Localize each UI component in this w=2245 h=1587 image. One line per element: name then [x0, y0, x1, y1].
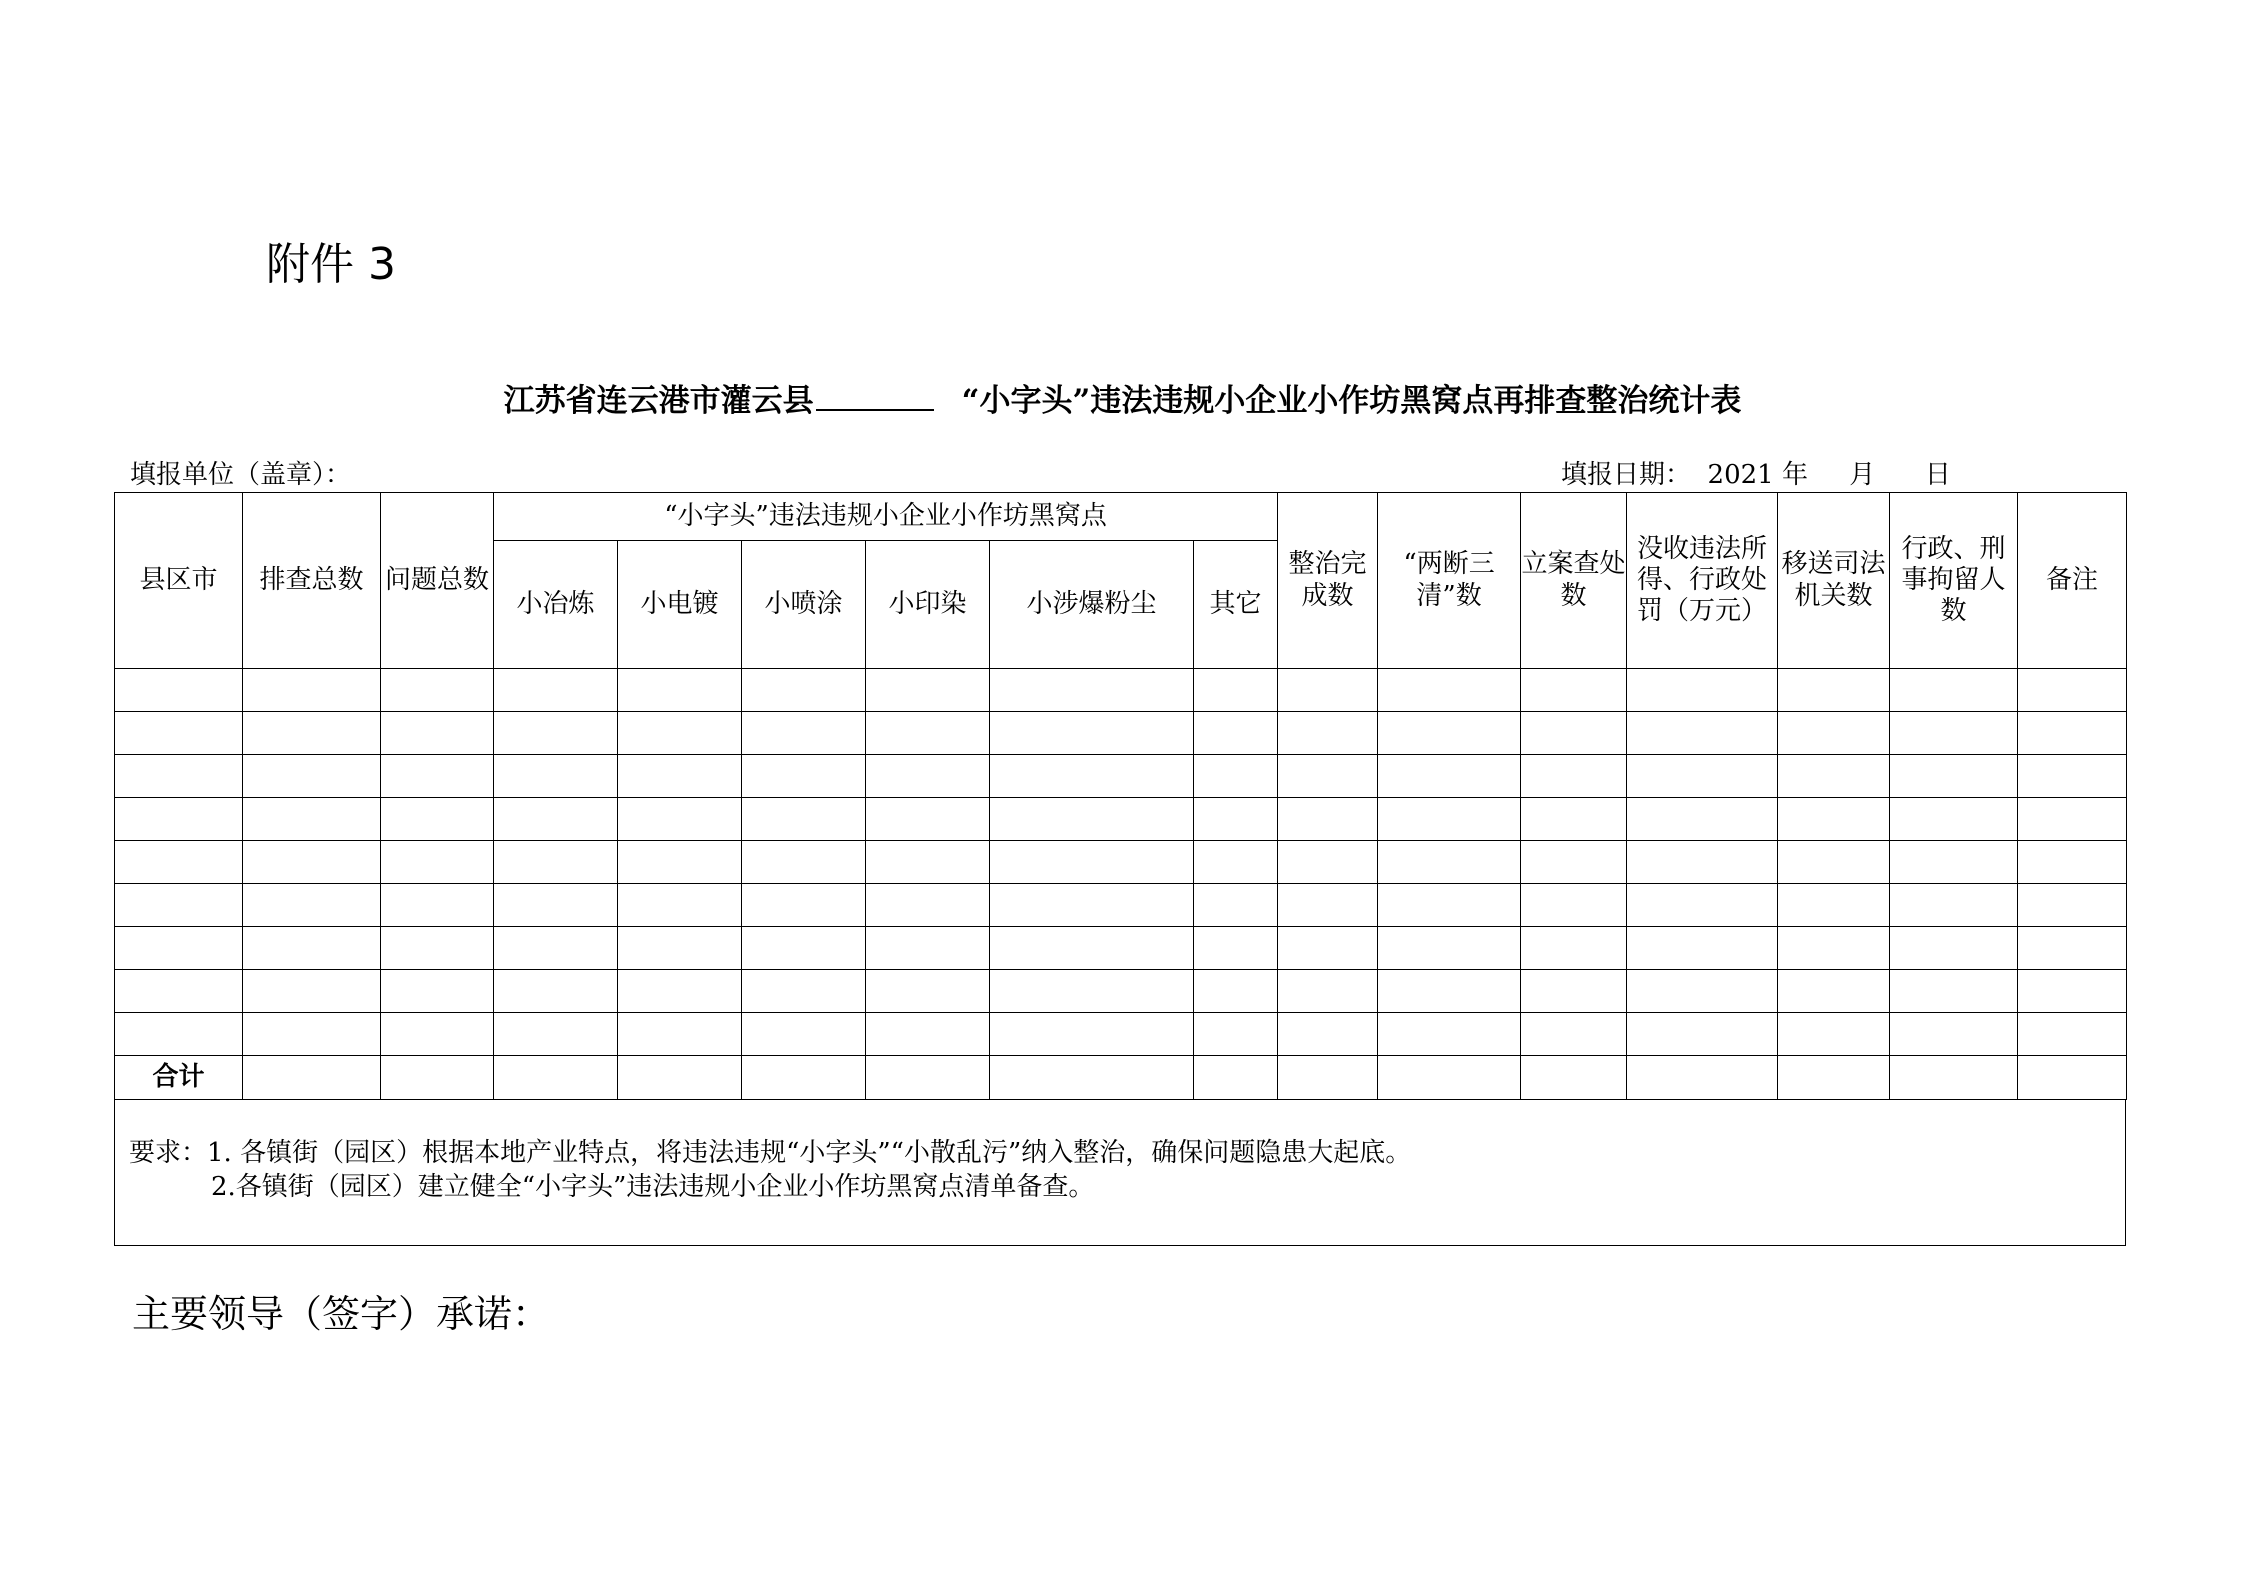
table-cell[interactable] — [1778, 841, 1890, 884]
header-remarks: 备注 — [2018, 493, 2127, 669]
table-cell[interactable] — [618, 970, 742, 1013]
table-cell[interactable] — [494, 841, 618, 884]
total-cell[interactable] — [1194, 1056, 1278, 1100]
table-cell[interactable] — [1378, 841, 1521, 884]
table-cell[interactable] — [618, 712, 742, 755]
table-cell[interactable] — [243, 755, 381, 798]
table-cell[interactable] — [742, 1013, 866, 1056]
table-cell[interactable] — [1890, 712, 2018, 755]
table-cell[interactable] — [618, 798, 742, 841]
table-cell[interactable] — [1778, 669, 1890, 712]
table-cell[interactable] — [1521, 1013, 1627, 1056]
header-small-smelting: 小冶炼 — [494, 541, 618, 669]
table-cell[interactable] — [1890, 841, 2018, 884]
header-judicial-transfer: 移送司法机关数 — [1778, 493, 1890, 669]
table-cell[interactable] — [866, 1013, 990, 1056]
table-cell[interactable] — [115, 927, 243, 970]
table-cell[interactable] — [115, 841, 243, 884]
header-county: 县区市 — [115, 493, 243, 669]
table-cell[interactable] — [990, 755, 1194, 798]
table-cell[interactable] — [866, 841, 990, 884]
table-cell[interactable] — [1627, 927, 1778, 970]
total-cell[interactable] — [1778, 1056, 1890, 1100]
table-cell[interactable] — [1194, 755, 1278, 798]
table-cell[interactable] — [1890, 798, 2018, 841]
total-cell[interactable] — [1890, 1056, 2018, 1100]
table-row — [115, 1013, 2127, 1056]
title-blank-line — [816, 379, 934, 411]
table-cell[interactable] — [381, 970, 494, 1013]
table-cell[interactable] — [2018, 669, 2127, 712]
table-cell[interactable] — [115, 712, 243, 755]
table-cell[interactable] — [2018, 927, 2127, 970]
table-cell[interactable] — [742, 927, 866, 970]
table-cell[interactable] — [381, 755, 494, 798]
table-cell[interactable] — [1521, 755, 1627, 798]
table-cell[interactable] — [243, 970, 381, 1013]
total-cell[interactable] — [866, 1056, 990, 1100]
table-cell[interactable] — [1890, 970, 2018, 1013]
header-other: 其它 — [1194, 541, 1278, 669]
table-row — [115, 841, 2127, 884]
table-cell[interactable] — [1378, 927, 1521, 970]
table-cell[interactable] — [494, 755, 618, 798]
table-cell[interactable] — [1278, 712, 1378, 755]
table-cell[interactable] — [742, 755, 866, 798]
table-cell[interactable] — [1778, 884, 1890, 927]
table-cell[interactable] — [115, 884, 243, 927]
table-cell[interactable] — [381, 1013, 494, 1056]
table-cell[interactable] — [381, 798, 494, 841]
table-cell[interactable] — [1890, 755, 2018, 798]
table-cell[interactable] — [866, 712, 990, 755]
table-cell[interactable] — [1278, 884, 1378, 927]
table-cell[interactable] — [1378, 712, 1521, 755]
table-cell[interactable] — [742, 712, 866, 755]
table-cell[interactable] — [1378, 669, 1521, 712]
total-cell[interactable] — [990, 1056, 1194, 1100]
table-cell[interactable] — [866, 755, 990, 798]
table-cell[interactable] — [990, 798, 1194, 841]
header-two-cut-three-clear: “两断三清”数 — [1378, 493, 1521, 669]
total-cell[interactable] — [1278, 1056, 1378, 1100]
header-small-plating: 小电镀 — [618, 541, 742, 669]
total-cell[interactable] — [1378, 1056, 1521, 1100]
table-cell[interactable] — [115, 798, 243, 841]
table-cell[interactable] — [1194, 927, 1278, 970]
table-cell[interactable] — [1627, 712, 1778, 755]
table-row — [115, 884, 2127, 927]
table-cell[interactable] — [1778, 927, 1890, 970]
table-cell[interactable] — [990, 712, 1194, 755]
table-cell[interactable] — [866, 884, 990, 927]
table-cell[interactable] — [2018, 798, 2127, 841]
table-cell[interactable] — [866, 970, 990, 1013]
table-header — [115, 493, 2127, 669]
table-cell[interactable] — [1521, 884, 1627, 927]
table-row — [115, 755, 2127, 798]
table-cell[interactable] — [381, 884, 494, 927]
table-cell[interactable] — [990, 1013, 1194, 1056]
total-cell[interactable] — [494, 1056, 618, 1100]
total-cell[interactable] — [618, 1056, 742, 1100]
table-cell[interactable] — [990, 669, 1194, 712]
table-cell[interactable] — [1778, 1013, 1890, 1056]
form-title — [0, 375, 2245, 420]
header-problem-total: 问题总数 — [381, 493, 494, 669]
table-cell[interactable] — [381, 669, 494, 712]
table-cell[interactable] — [742, 841, 866, 884]
table-cell[interactable] — [2018, 755, 2127, 798]
table-cell[interactable] — [381, 927, 494, 970]
table-cell[interactable] — [1778, 970, 1890, 1013]
table-row — [115, 798, 2127, 841]
table-cell[interactable] — [243, 712, 381, 755]
table-cell[interactable] — [2018, 841, 2127, 884]
table-cell[interactable] — [1521, 669, 1627, 712]
table-cell[interactable] — [1521, 841, 1627, 884]
fill-date-label: 填报日期： 2021 年 月 日 — [1561, 460, 1951, 490]
header-rectified: 整治完成数 — [1278, 493, 1378, 669]
table-cell[interactable] — [1278, 841, 1378, 884]
table-cell[interactable] — [1627, 1013, 1778, 1056]
table-cell[interactable] — [1890, 669, 2018, 712]
table-cell[interactable] — [742, 798, 866, 841]
requirement-line-2: 2.各镇街（园区）建立健全“小字头”违法违规小企业小作坊黑窝点清单备查。 — [211, 1172, 1095, 1202]
table-cell[interactable] — [1778, 755, 1890, 798]
table-cell[interactable] — [494, 798, 618, 841]
table-cell[interactable] — [494, 1013, 618, 1056]
table-cell[interactable] — [1778, 798, 1890, 841]
statistics-table — [114, 492, 2127, 1100]
total-cell[interactable] — [742, 1056, 866, 1100]
header-confiscated-penalty: 没收违法所得、行政处罚（万元） — [1627, 493, 1778, 669]
requirement-line-1: 要求：1. 各镇街（园区）根据本地产业特点，将违法违规“小字头”“小散乱污”纳入整治，确保问题隐患大起底。 — [129, 1138, 1412, 1168]
table-cell[interactable] — [115, 1013, 243, 1056]
table-cell[interactable] — [2018, 1013, 2127, 1056]
table-cell[interactable] — [1194, 841, 1278, 884]
table-cell[interactable] — [866, 798, 990, 841]
table-cell[interactable] — [1378, 755, 1521, 798]
table-cell[interactable] — [243, 669, 381, 712]
table-cell[interactable] — [1194, 669, 1278, 712]
table-cell[interactable] — [115, 755, 243, 798]
table-cell[interactable] — [115, 669, 243, 712]
table-cell[interactable] — [1194, 1013, 1278, 1056]
table-cell[interactable] — [1378, 798, 1521, 841]
header-checked-total: 排查总数 — [243, 493, 381, 669]
table-cell[interactable] — [866, 927, 990, 970]
table-cell[interactable] — [1194, 712, 1278, 755]
table-cell[interactable] — [494, 927, 618, 970]
table-cell[interactable] — [1627, 798, 1778, 841]
table-cell[interactable] — [618, 841, 742, 884]
table-cell[interactable] — [1627, 669, 1778, 712]
table-footer — [115, 1056, 2127, 1100]
table-cell[interactable] — [1278, 1013, 1378, 1056]
table-cell[interactable] — [1627, 970, 1778, 1013]
table-cell[interactable] — [2018, 884, 2127, 927]
table-cell[interactable] — [618, 884, 742, 927]
header-detained: 行政、刑事拘留人数 — [1890, 493, 2018, 669]
table-cell[interactable] — [1627, 841, 1778, 884]
total-row — [115, 1056, 2127, 1100]
table-row — [115, 669, 2127, 712]
title-prefix: 江苏省连云港市灌云县 — [503, 383, 814, 419]
table-cell[interactable] — [618, 755, 742, 798]
table-cell[interactable] — [866, 669, 990, 712]
table-body — [115, 669, 2127, 1056]
table-cell[interactable] — [1194, 884, 1278, 927]
table-cell[interactable] — [1627, 884, 1778, 927]
attachment-label: 附件 3 — [266, 239, 396, 290]
header-small-dyeing: 小印染 — [866, 541, 990, 669]
table-row — [115, 712, 2127, 755]
table-cell[interactable] — [243, 1013, 381, 1056]
table-row — [115, 970, 2127, 1013]
table-cell[interactable] — [1378, 970, 1521, 1013]
total-cell[interactable] — [2018, 1056, 2127, 1100]
table-cell[interactable] — [1890, 884, 2018, 927]
header-case-filed: 立案查处数 — [1521, 493, 1627, 669]
table-cell[interactable] — [1521, 798, 1627, 841]
table-cell[interactable] — [1778, 712, 1890, 755]
table-cell[interactable] — [2018, 970, 2127, 1013]
total-cell[interactable] — [1627, 1056, 1778, 1100]
total-cell[interactable] — [243, 1056, 381, 1100]
table-cell[interactable] — [1521, 712, 1627, 755]
table-cell[interactable] — [1278, 755, 1378, 798]
table-cell[interactable] — [1194, 798, 1278, 841]
table-cell[interactable] — [494, 712, 618, 755]
signature-label: 主要领导（签字）承诺： — [132, 1292, 551, 1336]
header-group-title: “小字头”违法违规小企业小作坊黑窝点 — [494, 493, 1278, 541]
table-cell[interactable] — [618, 927, 742, 970]
table-cell[interactable] — [742, 669, 866, 712]
table-cell[interactable] — [1278, 970, 1378, 1013]
table-cell[interactable] — [1890, 927, 2018, 970]
table-cell[interactable] — [618, 669, 742, 712]
total-label: 合计 — [115, 1056, 243, 1100]
fill-unit-label: 填报单位（盖章）： — [130, 460, 352, 490]
table-cell[interactable] — [742, 970, 866, 1013]
table-cell[interactable] — [243, 841, 381, 884]
table-row — [115, 927, 2127, 970]
table-cell[interactable] — [243, 927, 381, 970]
table-cell[interactable] — [1627, 755, 1778, 798]
table-cell[interactable] — [381, 841, 494, 884]
table-cell[interactable] — [1521, 970, 1627, 1013]
table-cell[interactable] — [1378, 1013, 1521, 1056]
table-cell[interactable] — [2018, 712, 2127, 755]
table-cell[interactable] — [1378, 884, 1521, 927]
table-cell[interactable] — [381, 712, 494, 755]
table-cell[interactable] — [494, 884, 618, 927]
table-cell[interactable] — [1890, 1013, 2018, 1056]
requirements-notes — [114, 1100, 2126, 1246]
table-cell[interactable] — [1521, 927, 1627, 970]
header-small-spraying: 小喷涂 — [742, 541, 866, 669]
statistics-sheet — [114, 492, 2126, 1246]
table-cell[interactable] — [990, 884, 1194, 927]
table-cell[interactable] — [1278, 927, 1378, 970]
table-cell[interactable] — [990, 927, 1194, 970]
table-cell[interactable] — [243, 798, 381, 841]
table-cell[interactable] — [115, 970, 243, 1013]
table-cell[interactable] — [243, 884, 381, 927]
header-small-explosive-dust: 小涉爆粉尘 — [990, 541, 1194, 669]
table-cell[interactable] — [1278, 669, 1378, 712]
table-cell[interactable] — [742, 884, 866, 927]
table-cell[interactable] — [494, 669, 618, 712]
table-cell[interactable] — [990, 970, 1194, 1013]
table-cell[interactable] — [618, 1013, 742, 1056]
table-cell[interactable] — [990, 841, 1194, 884]
table-cell[interactable] — [1278, 798, 1378, 841]
total-cell[interactable] — [381, 1056, 494, 1100]
table-cell[interactable] — [494, 970, 618, 1013]
total-cell[interactable] — [1521, 1056, 1627, 1100]
title-suffix: “小字头”违法违规小企业小作坊黑窝点再排查整治统计表 — [961, 383, 1742, 419]
table-cell[interactable] — [1194, 970, 1278, 1013]
